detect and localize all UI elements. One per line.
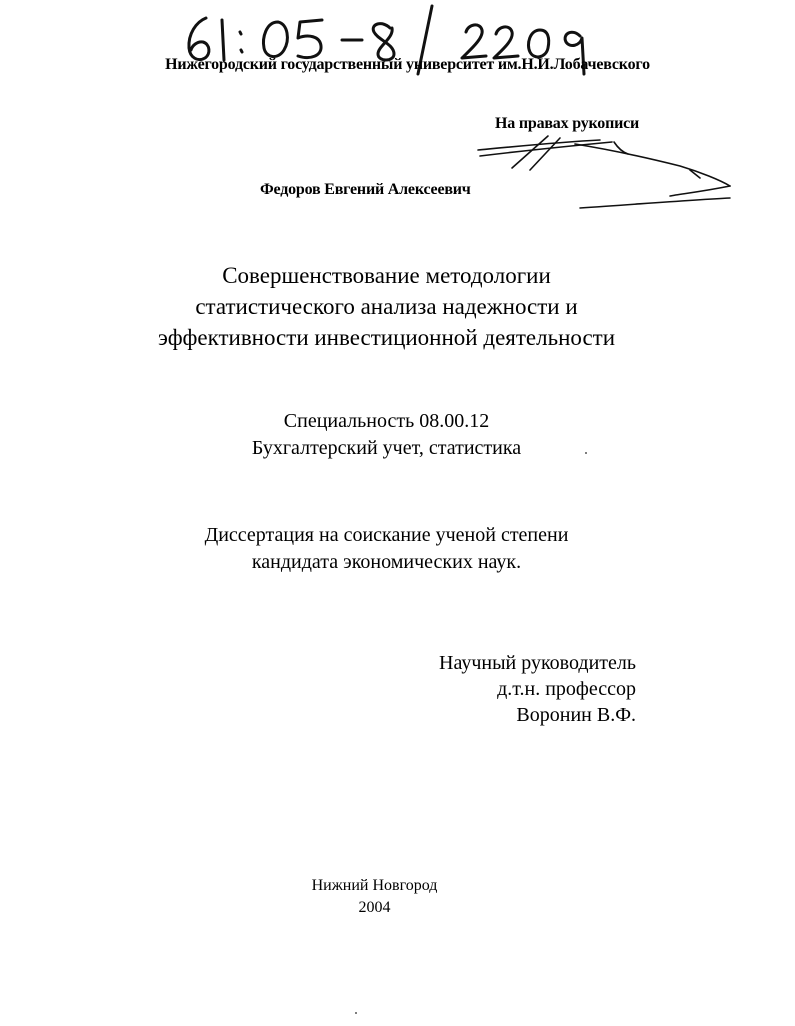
author-name: Федоров Евгений Алексеевич xyxy=(260,181,471,198)
degree-statement xyxy=(0,522,773,576)
degree-line-2: кандидата экономических наук. xyxy=(251,551,522,573)
scan-speck xyxy=(585,452,587,454)
supervisor-block xyxy=(300,650,636,728)
year: 2004 xyxy=(358,899,391,916)
dissertation-title xyxy=(0,260,773,353)
scan-speck xyxy=(355,1012,357,1014)
rights-notice: На правах рукописи xyxy=(495,115,640,132)
supervisor-name: Воронин В.Ф. xyxy=(516,704,636,726)
title-line-2: статистического анализа надежности и xyxy=(195,294,578,319)
supervisor-role: Научный руководитель xyxy=(439,652,636,674)
title-line-3: эффективности инвестиционной деятельности xyxy=(157,325,616,350)
specialty-block xyxy=(0,408,773,462)
signature xyxy=(0,120,795,220)
degree-line-1: Диссертация на соискание ученой степени xyxy=(204,524,569,546)
title-line-1: Совершенствование методологии xyxy=(222,263,551,288)
supervisor-rank: д.т.н. профессор xyxy=(497,678,636,700)
university-name: Нижегородский государственный университет им.Н.И.Лобачевского xyxy=(165,56,650,73)
specialty-name: Бухгалтерский учет, статистика xyxy=(251,437,522,459)
specialty-code: Специальность 08.00.12 xyxy=(283,410,490,432)
place-and-year xyxy=(0,875,749,919)
city: Нижний Новгород xyxy=(311,877,438,894)
